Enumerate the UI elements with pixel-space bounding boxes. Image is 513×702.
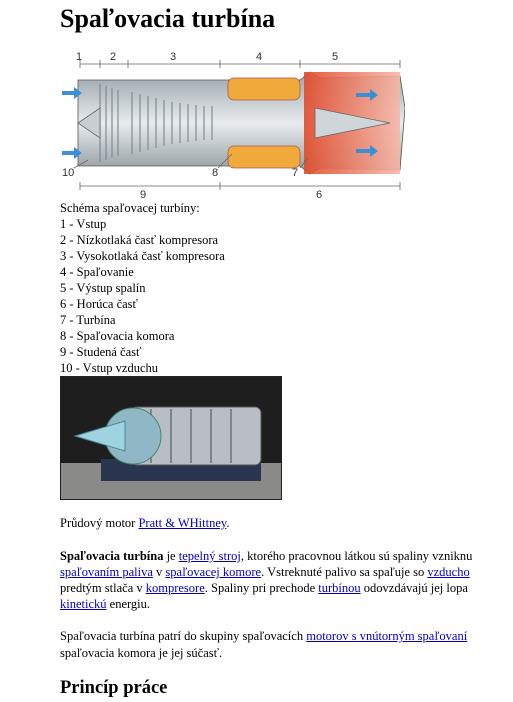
diagram-caption	[60, 200, 225, 376]
link-pratt-whitney[interactable]: Pratt & WHittney	[138, 516, 227, 530]
link-kineticku[interactable]: kinetickú	[60, 597, 107, 611]
label-1: 1	[76, 51, 83, 63]
legend-item: 5 - Výstup spalín	[60, 281, 146, 295]
legend-item: 9 - Studená časť	[60, 345, 142, 359]
link-vzduchom[interactable]: vzducho	[427, 565, 470, 579]
label-2: 2	[110, 51, 117, 63]
legend-item: 8 - Spaľovacia komora	[60, 329, 175, 343]
legend-item: 7 - Turbína	[60, 313, 116, 327]
label-6: 6	[316, 189, 323, 200]
photo-caption: Průdový motor Pratt & WHittney.	[60, 516, 230, 530]
paragraph-intro-line1: Spaľovacia turbína je tepelný stroj, ktorého pracovnou látkou sú spaliny vzniknu	[60, 549, 473, 563]
label-8: 8	[212, 167, 219, 179]
link-turbinou[interactable]: turbínou	[318, 581, 361, 595]
link-spalovanim-paliva[interactable]: spaľovaním paliva	[60, 565, 153, 579]
label-3: 3	[170, 51, 177, 63]
paragraph-intro-line3: predtým stlača v kompresore. Spaliny pri prechode turbínou odovzdávajú jej lopa	[60, 581, 468, 595]
label-9: 9	[140, 189, 147, 200]
legend-item: 1 - Vstup	[60, 217, 107, 231]
legend-item: 2 - Nízkotlaká časť kompresora	[60, 233, 219, 247]
label-5: 5	[332, 51, 339, 63]
link-spalovacej-komore[interactable]: spaľovacej komore	[165, 565, 262, 579]
caption-title: Schéma spaľovacej turbíny:	[60, 201, 200, 215]
page-title: Spaľovacia turbína	[60, 4, 276, 33]
link-kompresore[interactable]: kompresore	[145, 581, 205, 595]
legend-item: 10 - Vstup vzduchu	[60, 361, 159, 375]
paragraph-intro-line4: kinetickú energiu.	[60, 597, 151, 611]
paragraph-intro-line2: spaľovaním paliva v spaľovacej komore. Vstreknuté palivo sa spaľuje so vzducho	[60, 565, 470, 579]
link-tepelny-stroj[interactable]: tepelný stroj	[178, 549, 241, 563]
link-motory-vnutornym-spalovanim[interactable]: motorov s vnútorným spaľovaní	[306, 629, 468, 643]
legend-item: 6 - Horúca časť	[60, 297, 138, 311]
section-heading-princip-prace: Princíp práce	[60, 678, 168, 698]
label-10: 10	[62, 167, 75, 179]
legend-item: 4 - Spaľovanie	[60, 265, 134, 279]
term-bold: Spaľovacia turbína	[60, 549, 164, 563]
paragraph-category-line2: spaľovacia komora je jej súčasť.	[60, 646, 223, 660]
label-4: 4	[256, 51, 263, 63]
paragraph-category-line1: Spaľovacia turbína patrí do skupiny spaľovacích motorov s vnútorným spaľovaní	[60, 629, 468, 643]
turbine-schematic-diagram	[60, 48, 405, 200]
legend-item: 3 - Vysokotlaká časť kompresora	[60, 249, 225, 263]
label-7: 7	[292, 167, 299, 179]
engine-photo	[60, 376, 282, 500]
